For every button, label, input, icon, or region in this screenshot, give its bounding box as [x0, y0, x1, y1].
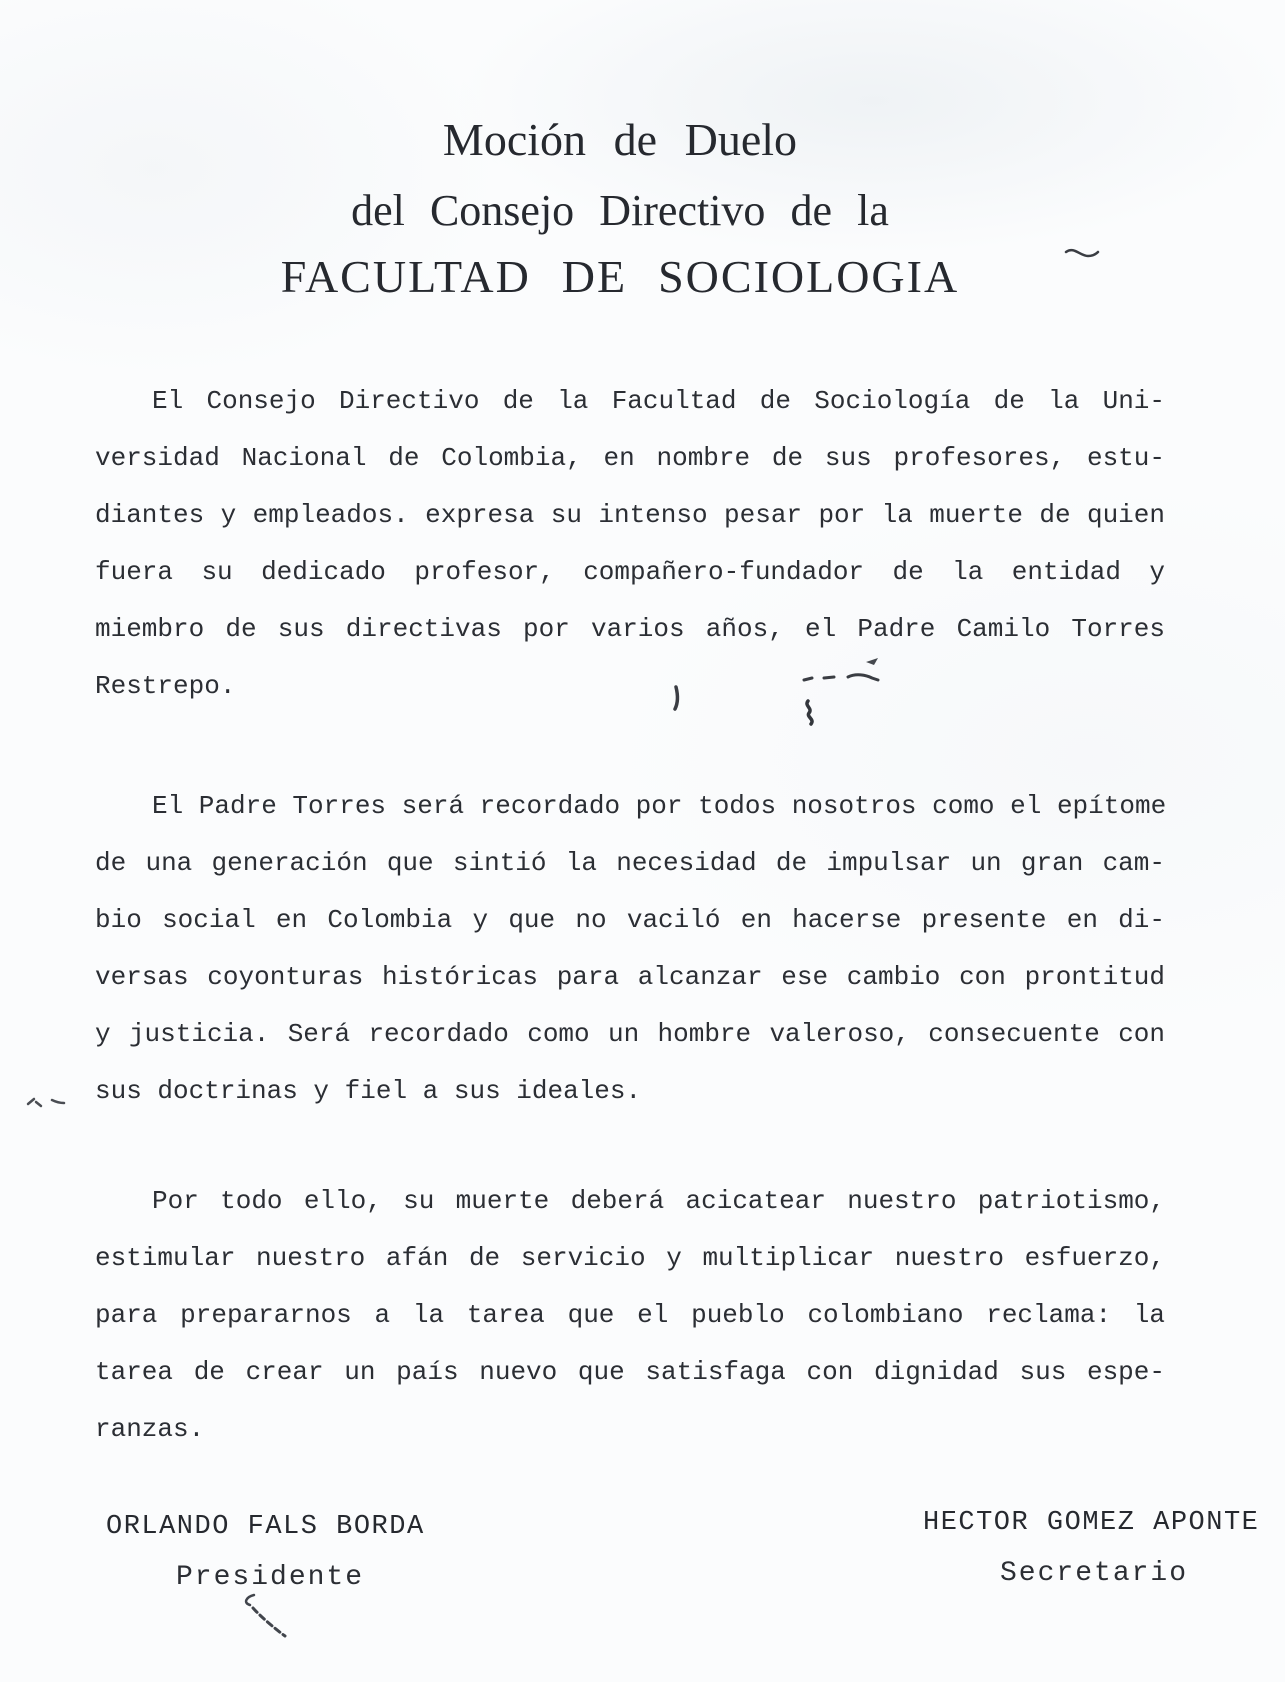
- text-line: versas coyonturas históricas para alcanzar ese cambio con prontitud: [95, 962, 1165, 992]
- text-line: Restrepo.: [95, 671, 236, 701]
- document-title-line-3: FACULTAD DE SOCIOLOGIA: [280, 251, 960, 302]
- paragraph-1: [95, 373, 1165, 715]
- text-line: diantes y empleados. expresa su intenso pesar por la muerte de quien: [95, 500, 1165, 530]
- signature-role-secretary: Secretario: [1000, 1558, 1189, 1589]
- text-line: El Padre Torres será recordado por todos nosotros como el epítome: [152, 791, 1167, 821]
- margin-marks-artifact: [22, 1092, 70, 1114]
- signature-role-president: Presidente: [176, 1562, 365, 1593]
- text-line: sus doctrinas y fiel a sus ideales.: [95, 1076, 642, 1106]
- text-line: y justicia. Será recordado como un hombre valeroso, consecuente con: [95, 1019, 1165, 1049]
- document-title-line-2: del Consejo Directivo de la: [351, 186, 889, 235]
- pen-squiggle-artifact: [238, 1590, 298, 1642]
- text-line: ranzas.: [95, 1414, 205, 1444]
- text-line: de una generación que sintió la necesidad de impulsar un gran cam-: [95, 848, 1165, 878]
- text-line: tarea de crear un país nuevo que satisfaga con dignidad sus espe-: [95, 1357, 1165, 1387]
- text-line: El Consejo Directivo de la Facultad de Sociología de la Uni-: [152, 386, 1165, 416]
- text-line: estimular nuestro afán de servicio y multiplicar nuestro esfuerzo,: [95, 1243, 1165, 1273]
- text-line: para prepararnos a la tarea que el pueblo colombiano reclama: la: [95, 1300, 1165, 1330]
- text-line: Por todo ello, su muerte deberá acicatear nuestro patriotismo,: [152, 1186, 1165, 1216]
- paragraph-2: [95, 778, 1165, 1120]
- text-line: fuera su dedicado profesor, compañero-fundador de la entidad y: [95, 557, 1165, 587]
- text-line: miembro de sus directivas por varios años, el Padre Camilo Torres: [95, 614, 1165, 644]
- text-line: bio social en Colombia y que no vaciló en hacerse presente en di-: [95, 905, 1165, 935]
- signature-name-president: ORLANDO FALS BORDA: [106, 1512, 425, 1542]
- document-title-line-1: Moción de Duelo: [442, 114, 798, 165]
- text-line: versidad Nacional de Colombia, en nombre de sus profesores, estu-: [95, 443, 1165, 473]
- paragraph-3: [95, 1173, 1165, 1458]
- signature-name-secretary: HECTOR GOMEZ APONTE: [923, 1508, 1260, 1538]
